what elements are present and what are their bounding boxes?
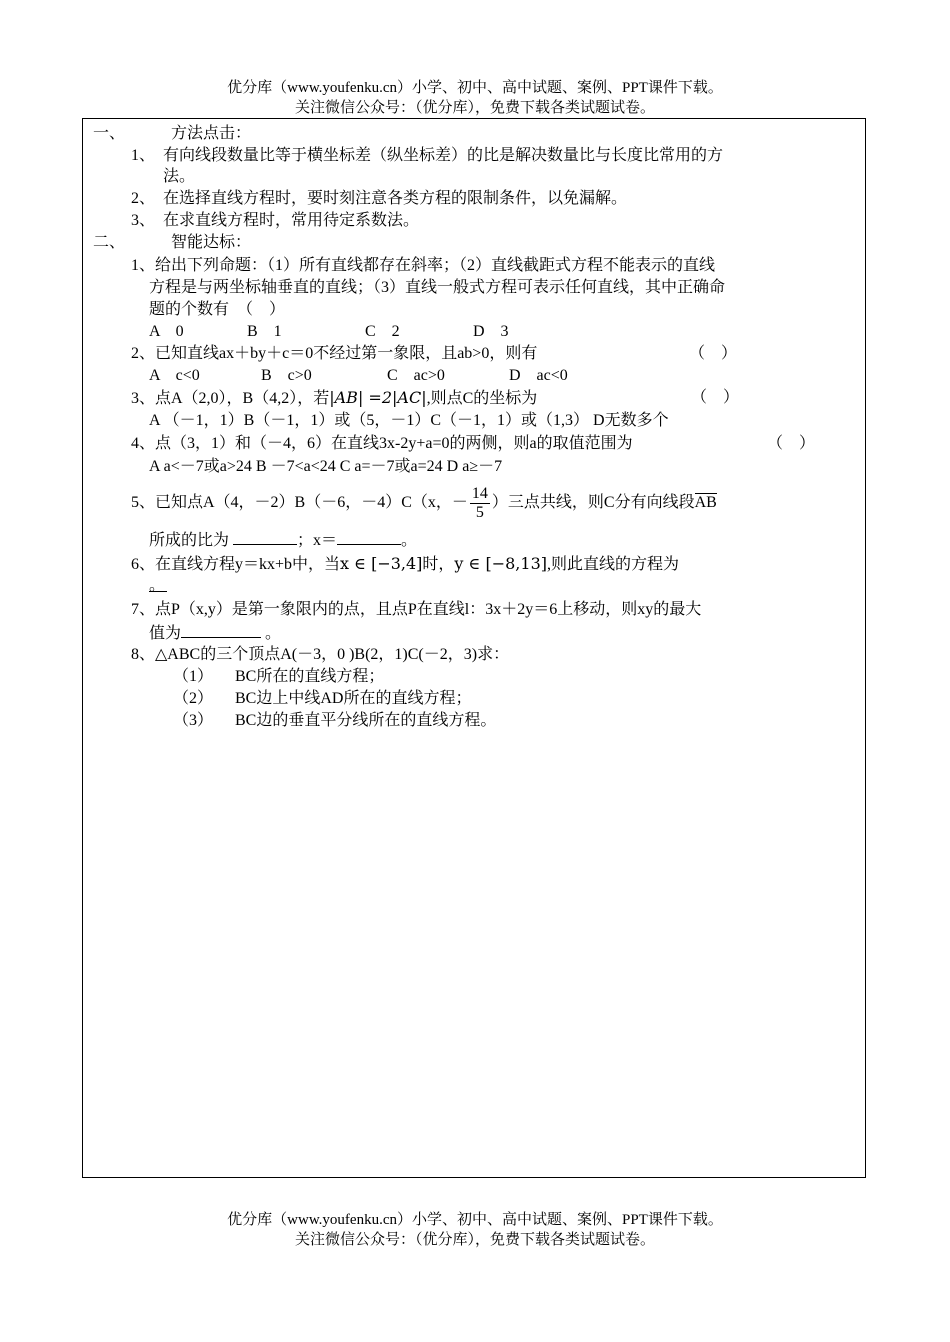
question-7-line-1: 7、点P（x,y）是第一象限内的点，且点P在直线l：3x＋2y＝6上移动，则xy的最大 <box>131 601 702 618</box>
question-5-line-1 <box>131 481 717 525</box>
question-2-option-d: D ac<0 <box>509 367 568 384</box>
section-1-number: 一、 <box>93 125 126 142</box>
question-7-end: 。 <box>265 625 282 642</box>
question-2-answer-paren: （ ） <box>689 345 738 362</box>
question-6-x-interval: x ∈ [−3,4] <box>340 554 423 573</box>
method-item-3-text: 在求直线方程时，常用待定系数法。 <box>163 212 420 229</box>
question-5-ratio-blank[interactable] <box>233 528 297 545</box>
question-2-stem: 2、已知直线ax＋by＋c＝0不经过第一象限，且ab>0，则有 <box>131 345 538 362</box>
question-4-stem: 4、点（3，1）和（－4，6）在直线3x-2y+a=0的两侧，则a的取值范围为 <box>131 435 633 452</box>
question-8-part-2-text: BC边上中线AD所在的直线方程； <box>235 690 472 707</box>
question-2-option-a: A c<0 <box>149 367 200 384</box>
question-5-mid: ）三点共线，则C分有向线段 <box>491 494 695 511</box>
question-4-options: A a<－7或a>24 B －7<a<24 C a=－7或a=24 D a≥－7 <box>149 458 503 475</box>
question-3-formula: |AB| =2|AC| <box>329 388 427 407</box>
question-6-mid: 时， <box>422 556 455 573</box>
question-3-answer-paren: （ ） <box>691 389 740 406</box>
question-5-x-label: ；x＝ <box>297 532 338 549</box>
question-5-x-blank[interactable] <box>337 528 401 545</box>
question-1-option-d: D 3 <box>473 323 509 340</box>
question-6-suffix: ,则此直线的方程为 <box>547 556 680 573</box>
method-item-1-text: 有向线段数量比等于横坐标差（纵坐标差）的比是解决数量比与长度比常用的方 <box>163 147 724 164</box>
method-item-2-number: 2、 <box>131 190 156 207</box>
question-1-option-b: B 1 <box>247 323 282 340</box>
question-6-line-2 <box>149 575 167 597</box>
question-2-option-b: B c>0 <box>261 367 312 384</box>
content-frame <box>82 118 866 1178</box>
question-8-part-2-number: （2） <box>173 690 214 707</box>
question-1-line-1: 1、给出下列命题：（1）所有直线都存在斜率；（2）直线截距式方程不能表示的直线 <box>131 257 716 274</box>
question-3-suffix: ,则点C的坐标为 <box>426 390 538 407</box>
question-4-answer-paren: （ ） <box>767 435 816 452</box>
question-8-part-1-text: BC所在的直线方程； <box>235 668 385 685</box>
method-item-1-number: 1、 <box>131 147 156 164</box>
question-7-answer-blank[interactable] <box>181 621 261 638</box>
question-1-line-2: 方程是与两坐标轴垂直的直线；（3）直线一般式方程可表示任何直线，其中正确命 <box>149 279 726 296</box>
question-3-prefix: 3、点A（2,0），B（4,2），若 <box>131 390 330 407</box>
question-5-line-2 <box>149 528 417 552</box>
question-8-stem: 8、△ABC的三个顶点A(－3，0 )B(2，1)C(－2，3)求： <box>131 646 510 663</box>
question-7-label: 值为 <box>149 625 182 642</box>
question-1-option-c: C 2 <box>365 323 400 340</box>
question-5-vector-ab: AB <box>694 494 717 511</box>
fraction-denominator: 5 <box>475 503 484 521</box>
page-header-line-1: 优分库（www.youfenku.cn）小学、初中、高中试题、案例、PPT课件下载。 <box>227 80 723 96</box>
method-item-3-number: 3、 <box>131 212 156 229</box>
method-item-1-text-cont: 法。 <box>163 168 196 185</box>
question-5-prefix: 5、已知点A（4，－2）B（－6，－4）C（x，－ <box>131 494 468 511</box>
question-1-line-3: 题的个数有 （ ） <box>149 301 286 318</box>
question-5-fraction <box>470 485 490 522</box>
question-8-part-3-number: （3） <box>173 712 214 729</box>
fraction-numerator: 14 <box>471 484 488 502</box>
page-footer-line-2: 关注微信公众号：（优分库），免费下载各类试题试卷。 <box>294 1232 655 1248</box>
question-2-option-c: C ac>0 <box>387 367 445 384</box>
question-6-y-interval: y ∈ [−8,13] <box>454 554 547 573</box>
section-1-title: 方法点击： <box>171 125 252 142</box>
question-6-answer-blank[interactable]: 。 <box>149 577 166 594</box>
page-footer-line-1: 优分库（www.youfenku.cn）小学、初中、高中试题、案例、PPT课件下载。 <box>227 1212 723 1228</box>
section-2-number: 二、 <box>93 234 126 251</box>
question-3-options: A （－1，1）B（－1，1）或（5，－1）C（－1，1）或（1,3） D无数多个 <box>149 412 669 429</box>
question-3-stem <box>131 387 537 410</box>
question-6-line-1 <box>131 553 679 576</box>
question-1-option-a: A 0 <box>149 323 184 340</box>
question-5-end: 。 <box>401 532 418 549</box>
page-header-line-2: 关注微信公众号：（优分库），免费下载各类试题试卷。 <box>294 100 655 116</box>
question-8-part-3-text: BC边的垂直平分线所在的直线方程。 <box>235 712 497 729</box>
section-2-title: 智能达标： <box>171 234 252 251</box>
question-5-ratio-label: 所成的比为 <box>149 532 230 549</box>
question-8-part-1-number: （1） <box>173 668 214 685</box>
question-7-line-2 <box>149 621 281 645</box>
question-6-prefix: 6、在直线方程y＝kx+b中，当 <box>131 556 341 573</box>
method-item-2-text: 在选择直线方程时，要时刻注意各类方程的限制条件，以免漏解。 <box>163 190 628 207</box>
